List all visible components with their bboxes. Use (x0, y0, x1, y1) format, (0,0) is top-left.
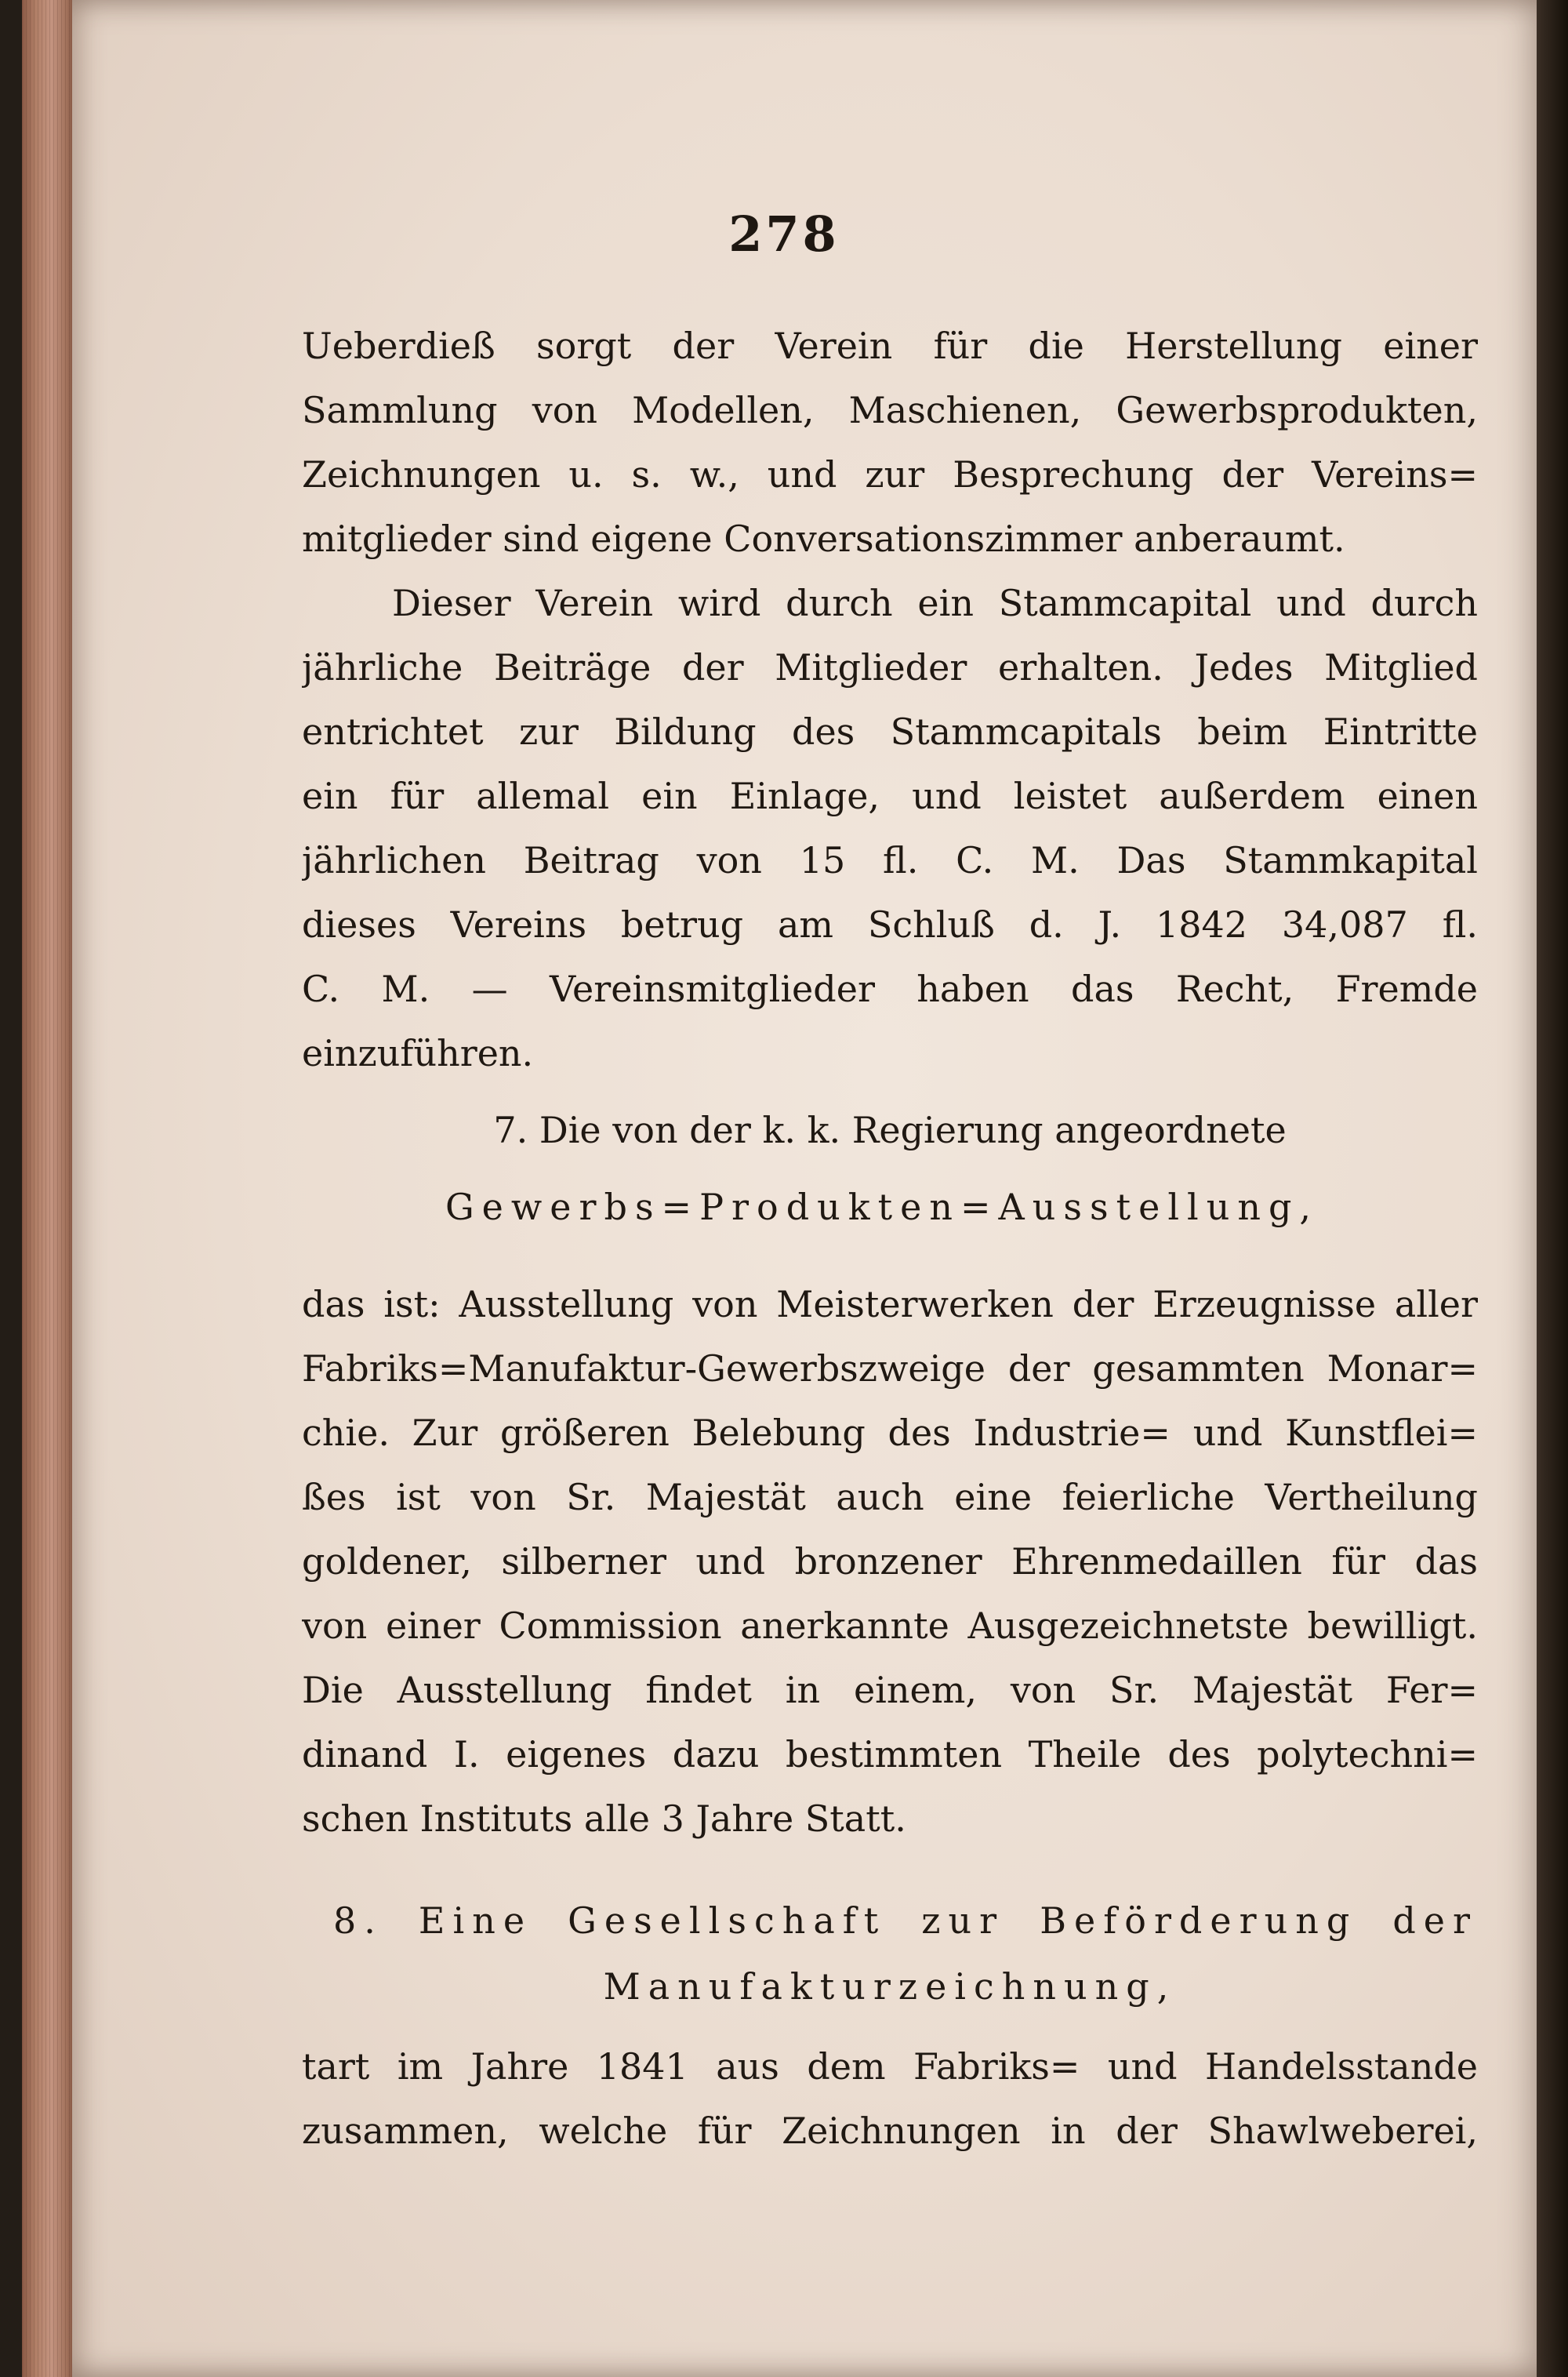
text-line: goldener, silberner und bronzener Ehrenmedaillen für das (302, 1540, 1478, 1583)
text-line: tart im Jahre 1841 aus dem Fabriks= und Handelsstande (302, 2045, 1478, 2088)
text-line: Die Ausstellung findet in einem, von Sr. Majestät Fer= (302, 1669, 1478, 1711)
page-number: 278 (728, 205, 840, 263)
text-line: Ueberdieß sorgt der Verein für die Herstellung einer (302, 325, 1478, 367)
text-line: von einer Commission anerkannte Ausgezeichnetste bewilligt. (302, 1605, 1478, 1647)
section-title: Gewerbs=Produkten=Ausstellung, (445, 1186, 1319, 1228)
text-line: jährlichen Beitrag von 15 fl. C. M. Das Stammkapital (302, 839, 1478, 881)
text-line: ein für allemal ein Einlage, und leistet außerdem einen (302, 775, 1478, 817)
text-line: zusammen, welche für Zeichnungen in der Shawlweberei, (302, 2110, 1478, 2152)
text-line: das ist: Ausstellung von Meisterwerken der Erzeugnisse aller (302, 1283, 1478, 1325)
text-line: ßes ist von Sr. Majestät auch eine feierliche Vertheilung (302, 1476, 1478, 1518)
text-line: einzuführen. (302, 1032, 534, 1074)
section-title: Manufakturzeichnung, (603, 1965, 1177, 2008)
text-line: chie. Zur größeren Belebung des Industrie= und Kunstflei= (302, 1412, 1478, 1454)
binding-shadow (1537, 0, 1568, 2377)
text-line: Zeichnungen u. s. w., und zur Besprechung der Vereins= (302, 453, 1478, 496)
text-line: dieses Vereins betrug am Schluß d. J. 1842 34,087 fl. (302, 903, 1478, 946)
text-line: Fabriks=Manufaktur-Gewerbszweige der gesammten Monar= (302, 1347, 1478, 1390)
text-line: jährliche Beiträge der Mitglieder erhalten. Jedes Mitglied (302, 646, 1478, 689)
text-line: entrichtet zur Bildung des Stammcapitals beim Eintritte (302, 711, 1478, 753)
section-heading: 8. Eine Gesellschaft zur Beförderung der (333, 1899, 1478, 1942)
page-edge-texture (22, 0, 75, 2377)
text-line: C. M. — Vereinsmitglieder haben das Recht, Fremde (302, 968, 1478, 1010)
text-line: schen Instituts alle 3 Jahre Statt. (302, 1797, 906, 1840)
section-heading: 7. Die von der k. k. Regierung angeordnete (493, 1109, 1287, 1151)
text-line: Dieser Verein wird durch ein Stammcapital und durch (392, 582, 1478, 624)
text-line: Sammlung von Modellen, Maschienen, Gewerbsprodukten, (302, 389, 1478, 431)
text-line: mitglieder sind eigene Conversationszimmer anberaumt. (302, 518, 1345, 560)
text-line: dinand I. eigenes dazu bestimmten Theile des polytechni= (302, 1733, 1478, 1775)
